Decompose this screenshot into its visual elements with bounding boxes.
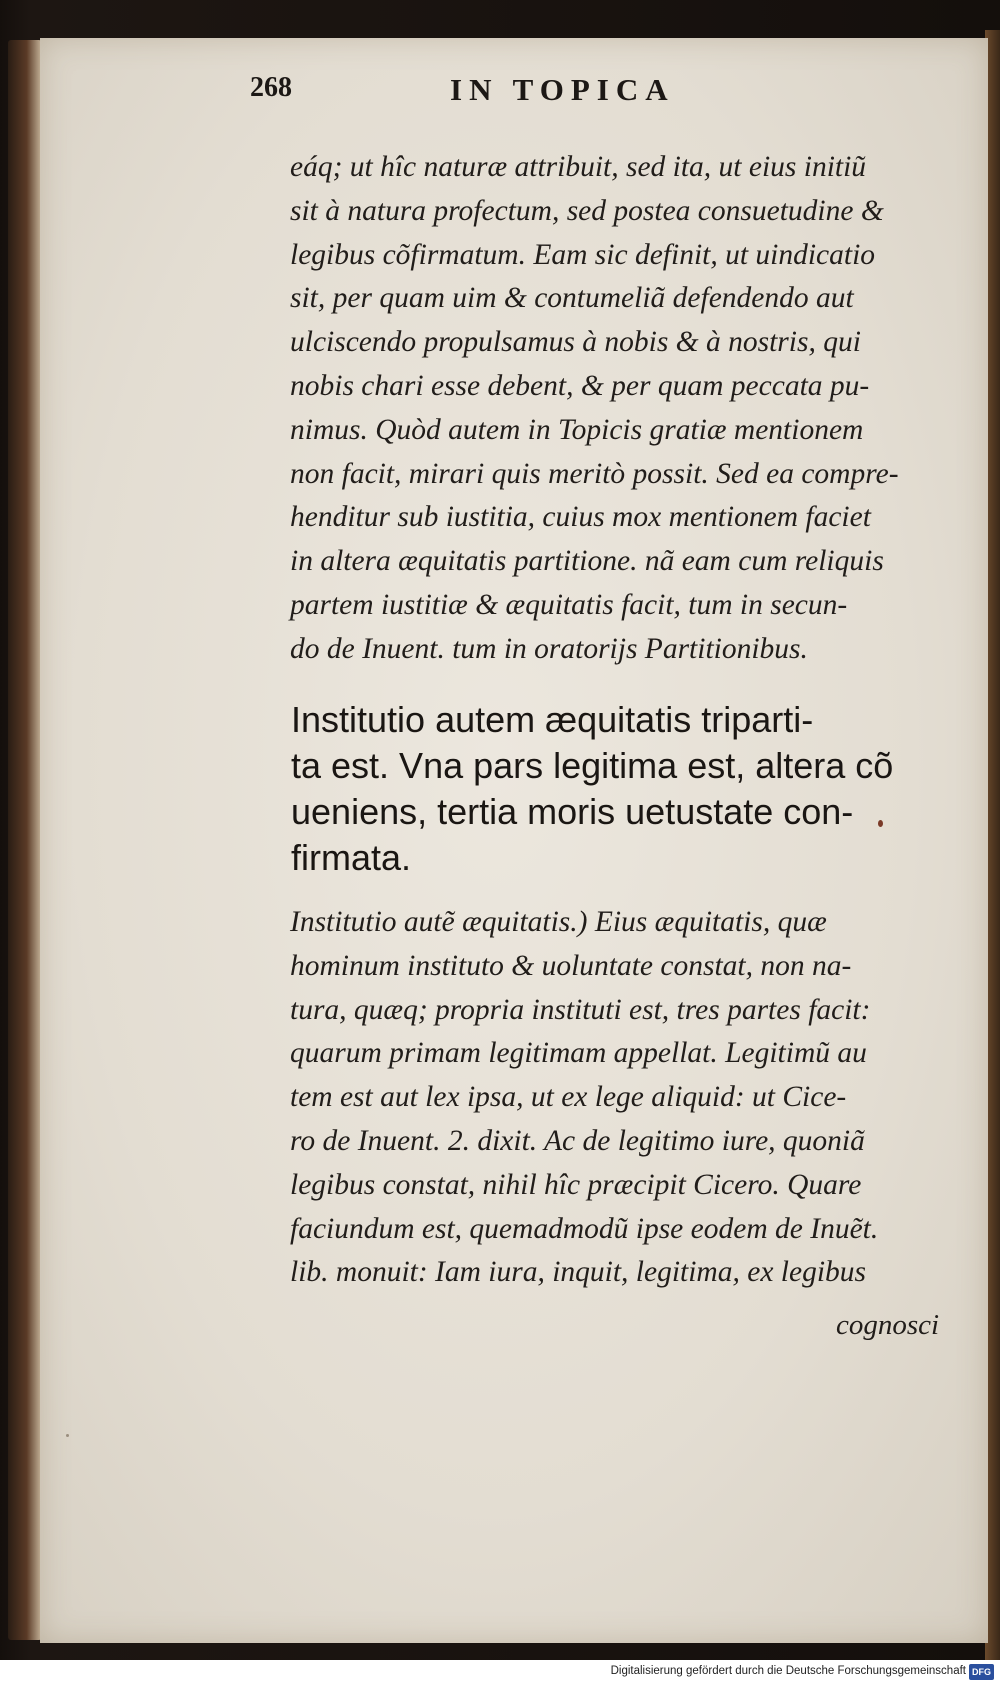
- text-line: quarum primam legitimam appellat. Legitimũ au: [290, 1037, 867, 1070]
- text-line: legibus constat, nihil hîc præcipit Cicero. Quare: [290, 1168, 862, 1201]
- text-line: Institutio autẽ æquitatis.) Eius æquitatis, quæ: [290, 906, 827, 938]
- footer-bar: [0, 1660, 1000, 1686]
- text-line: eáq; ut hîc naturæ attribuit, sed ita, ut eius initiũ: [290, 151, 867, 183]
- text-line: sit à natura profectum, sed postea consuetudine &: [290, 194, 884, 227]
- text-line: faciundum est, quemadmodũ ipse eodem de Inuẽt.: [290, 1212, 879, 1245]
- text-line: henditur sub iustitia, cuius mox mentionem faciet: [290, 501, 871, 534]
- text-line: tura, quæq; propria instituti est, tres partes facit:: [290, 993, 871, 1026]
- main-text-paragraph: [291, 697, 951, 881]
- book-binding-edge: [8, 40, 42, 1640]
- running-title: IN TOPICA: [450, 72, 675, 107]
- digitization-credit: Digitalisierung gefördert durch die Deutsche Forschungsgemeinschaft: [610, 1665, 966, 1677]
- text-line: ro de Inuent. 2. dixit. Ac de legitimo iure, quoniã: [290, 1124, 865, 1157]
- text-line: legibus cõfirmatum. Eam sic definit, ut uindicatio: [290, 238, 876, 271]
- dfg-logo: DFG: [969, 1664, 994, 1680]
- page-header: [250, 72, 750, 112]
- text-line: tem est aut lex ipsa, ut ex lege aliquid: ut Cice-: [290, 1081, 847, 1114]
- text-line: ulciscendo propulsamus à nobis & à nostris, qui: [290, 326, 861, 359]
- text-line: do de Inuent. tum in oratorijs Partitionibus.: [290, 632, 808, 665]
- paper-speck: [66, 1434, 69, 1437]
- text-line: firmata.: [291, 837, 412, 878]
- text-line: nobis chari esse debent, & per quam peccata pu-: [290, 369, 870, 402]
- text-line: ueniens, tertia moris uetustate con-: [291, 791, 854, 832]
- text-line: partem iustitiæ & æquitatis facit, tum in secun-: [290, 588, 848, 621]
- text-line: hominum instituto & uoluntate constat, non na-: [290, 949, 852, 982]
- text-line: lib. monuit: Iam iura, inquit, legitima, ex legibus: [290, 1256, 867, 1289]
- text-line: Institutio autem æquitatis triparti-: [291, 699, 814, 740]
- text-line: ta est. Vna pars legitima est, altera cõ: [291, 745, 894, 786]
- text-line: nimus. Quòd autem in Topicis gratiæ mentionem: [290, 413, 864, 446]
- page-number: 268: [250, 72, 292, 103]
- text-line: sit, per quam uim & contumeliã defendendo aut: [290, 282, 854, 315]
- catchword: cognosci: [836, 1309, 940, 1341]
- text-line: non facit, mirari quis meritò possit. Sed ea compre-: [290, 457, 899, 490]
- commentary-top: [290, 146, 950, 672]
- text-line: in altera æquitatis partitione. nã eam cum reliquis: [290, 545, 884, 578]
- commentary-bottom: [290, 901, 950, 1295]
